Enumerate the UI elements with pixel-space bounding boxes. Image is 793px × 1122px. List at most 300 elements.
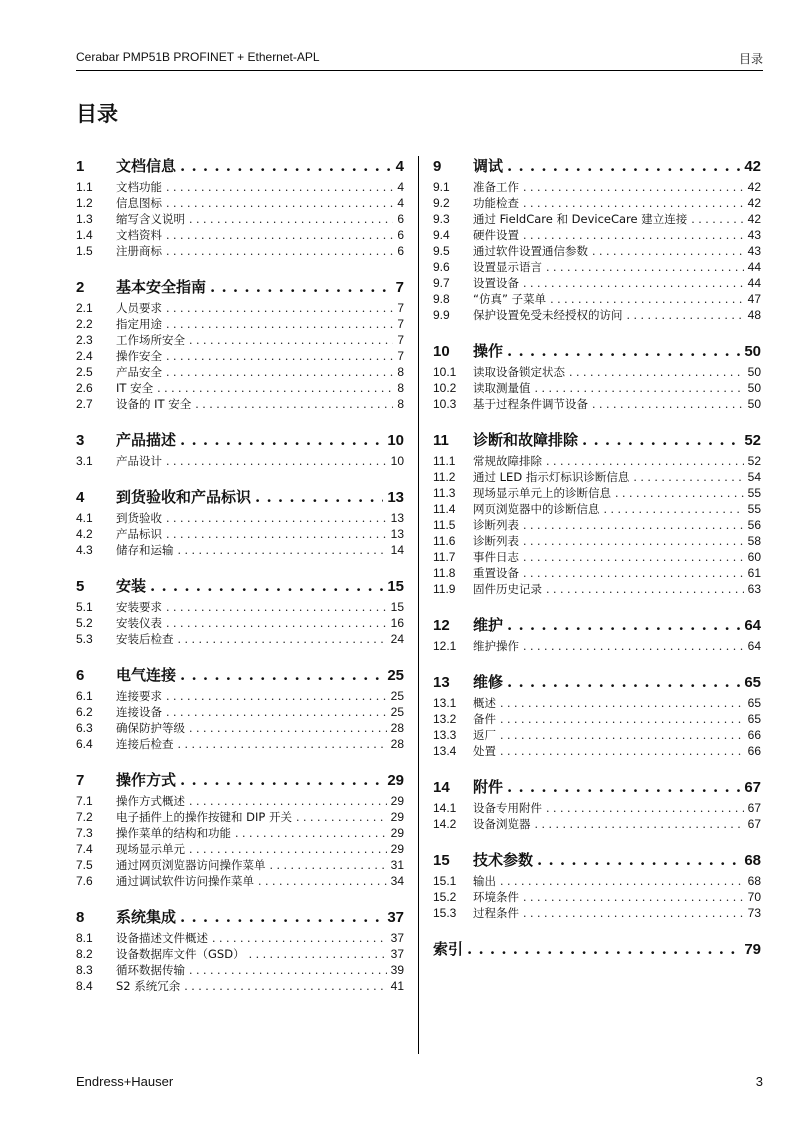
entry-title: 储存和运输 xyxy=(116,543,174,557)
entry-page: 37 xyxy=(390,947,404,961)
entry-page: 54 xyxy=(747,470,761,484)
entry-page: 44 xyxy=(747,276,761,290)
entry-page: 8 xyxy=(397,397,404,411)
toc-entry[interactable] xyxy=(76,195,404,211)
entry-number: 2.4 xyxy=(76,349,93,363)
dot-leader xyxy=(500,712,744,728)
toc-entry[interactable] xyxy=(433,364,761,380)
entry-page: 10 xyxy=(390,454,404,468)
dot-leader xyxy=(166,301,393,317)
page-title: 目录 xyxy=(76,102,118,126)
entry-page: 4 xyxy=(397,196,404,210)
toc-entry[interactable] xyxy=(76,396,404,412)
entry-title: 设备浏览器 xyxy=(473,817,531,831)
entry-page: 29 xyxy=(390,826,404,840)
chapter-title: 基本安全指南 xyxy=(116,278,207,296)
toc-entry[interactable] xyxy=(433,638,761,654)
chapter-title: 操作方式 xyxy=(116,771,177,789)
entry-page: 13 xyxy=(390,511,404,525)
entry-page: 41 xyxy=(390,979,404,993)
dot-leader xyxy=(467,939,740,959)
dot-leader xyxy=(166,511,387,527)
toc-entry[interactable] xyxy=(76,348,404,364)
entry-page: 50 xyxy=(747,365,761,379)
toc-entry[interactable] xyxy=(76,364,404,380)
entry-page: 28 xyxy=(390,737,404,751)
toc-chapter xyxy=(76,156,404,259)
toc-entry[interactable] xyxy=(76,704,404,720)
dot-leader xyxy=(178,737,387,753)
chapter-number: 7 xyxy=(76,772,85,789)
entry-page: 56 xyxy=(747,518,761,532)
dot-leader xyxy=(255,487,383,507)
toc-entry[interactable] xyxy=(433,485,761,501)
toc-entry[interactable] xyxy=(433,727,761,743)
entry-title: 硬件设置 xyxy=(473,228,519,242)
toc-entry[interactable] xyxy=(433,195,761,211)
chapter-page: 79 xyxy=(744,941,761,958)
entry-page: 6 xyxy=(397,228,404,242)
chapter-title: 安装 xyxy=(116,577,147,595)
toc-entry[interactable] xyxy=(433,711,761,727)
entry-number: 2.1 xyxy=(76,301,93,315)
toc-entry[interactable] xyxy=(433,800,761,816)
toc-chapter-heading[interactable] xyxy=(76,770,404,790)
toc-entry[interactable] xyxy=(433,453,761,469)
dot-leader xyxy=(180,907,383,927)
toc-entry[interactable] xyxy=(76,179,404,195)
chapter-number: 13 xyxy=(433,674,450,691)
toc-entry[interactable] xyxy=(433,275,761,291)
entry-number: 1.1 xyxy=(76,180,93,194)
chapter-page: 64 xyxy=(744,617,761,634)
entry-number: 4.1 xyxy=(76,511,93,525)
dot-leader xyxy=(615,486,744,502)
entry-number: 8.1 xyxy=(76,931,93,945)
chapter-page: 10 xyxy=(387,432,404,449)
dot-leader xyxy=(166,244,393,260)
entry-page: 34 xyxy=(390,874,404,888)
chapter-page: 25 xyxy=(387,667,404,684)
toc-chapter-heading[interactable] xyxy=(433,615,761,635)
toc-entry[interactable] xyxy=(76,631,404,647)
toc-entry[interactable] xyxy=(76,793,404,809)
entry-number: 11.6 xyxy=(433,534,456,548)
toc-chapter xyxy=(433,615,761,654)
dot-leader xyxy=(166,317,393,333)
brand-name: Endress+Hauser xyxy=(76,1074,174,1089)
entry-number: 15.3 xyxy=(433,906,457,920)
toc-entry[interactable] xyxy=(76,510,404,526)
dot-leader xyxy=(180,665,383,685)
chapter-number: 10 xyxy=(433,343,450,360)
entry-page: 64 xyxy=(747,639,761,653)
toc-entry[interactable] xyxy=(76,688,404,704)
entry-number: 6.4 xyxy=(76,737,93,751)
toc-entry[interactable] xyxy=(76,542,404,558)
dot-leader xyxy=(178,632,387,648)
entry-page: 16 xyxy=(390,616,404,630)
dot-leader xyxy=(189,721,387,737)
entry-title: 诊断列表 xyxy=(473,534,519,548)
entry-number: 7.4 xyxy=(76,842,93,856)
toc-entry[interactable] xyxy=(76,380,404,396)
entry-title: 处置 xyxy=(473,744,496,758)
entry-page: 73 xyxy=(747,906,761,920)
toc-entry[interactable] xyxy=(76,978,404,994)
entry-page: 8 xyxy=(397,365,404,379)
entry-title: 通过网页浏览器访问操作菜单 xyxy=(116,858,266,872)
toc-entry[interactable] xyxy=(433,501,761,517)
toc-chapter-heading[interactable] xyxy=(433,430,761,450)
entry-title: 产品安全 xyxy=(116,365,162,379)
dot-leader xyxy=(189,333,393,349)
chapter-page: 65 xyxy=(744,674,761,691)
entry-page: 37 xyxy=(390,931,404,945)
dot-leader xyxy=(157,381,393,397)
toc-chapter-heading[interactable] xyxy=(76,576,404,596)
entry-number: 13.4 xyxy=(433,744,457,758)
dot-leader xyxy=(189,794,387,810)
toc-entry[interactable] xyxy=(76,615,404,631)
dot-leader xyxy=(249,947,387,963)
entry-page: 60 xyxy=(747,550,761,564)
chapter-page: 68 xyxy=(744,852,761,869)
toc-entry[interactable] xyxy=(433,565,761,581)
toc-entry[interactable] xyxy=(433,873,761,889)
entry-page: 52 xyxy=(747,454,761,468)
dot-leader xyxy=(592,397,744,413)
toc-entry[interactable] xyxy=(433,291,761,307)
entry-title: 安装后检查 xyxy=(116,632,174,646)
toc-entry[interactable] xyxy=(76,526,404,542)
dot-leader xyxy=(184,979,386,995)
toc-chapter-heading[interactable] xyxy=(433,341,761,361)
toc-entry[interactable] xyxy=(76,841,404,857)
toc-entry[interactable] xyxy=(76,809,404,825)
toc-entry[interactable] xyxy=(433,396,761,412)
toc-chapter xyxy=(433,341,761,412)
dot-leader xyxy=(507,156,740,176)
toc-entry[interactable] xyxy=(76,227,404,243)
dot-leader xyxy=(569,365,744,381)
chapter-page: 67 xyxy=(744,779,761,796)
toc-chapter xyxy=(433,430,761,597)
entry-number: 7.3 xyxy=(76,826,93,840)
section-label: 目录 xyxy=(738,52,763,66)
entry-number: 4.3 xyxy=(76,543,93,557)
toc-entry[interactable] xyxy=(433,549,761,565)
toc-entry[interactable] xyxy=(76,332,404,348)
toc-entry[interactable] xyxy=(433,179,761,195)
dot-leader xyxy=(507,777,740,797)
dot-leader xyxy=(633,470,743,486)
entry-title: 重置设备 xyxy=(473,566,519,580)
entry-number: 14.1 xyxy=(433,801,457,815)
dot-leader xyxy=(582,430,740,450)
dot-leader xyxy=(546,454,744,470)
toc-chapter-heading[interactable] xyxy=(76,277,404,297)
entry-title: 确保防护等级 xyxy=(116,721,185,735)
toc-entry[interactable] xyxy=(433,533,761,549)
dot-leader xyxy=(180,430,383,450)
toc-chapter-heading[interactable] xyxy=(433,939,761,959)
toc-chapter-heading[interactable] xyxy=(76,665,404,685)
toc-entry[interactable] xyxy=(76,857,404,873)
entry-number: 9.2 xyxy=(433,196,450,210)
dot-leader xyxy=(166,527,387,543)
chapter-number: 12 xyxy=(433,617,450,634)
chapter-title: 操作 xyxy=(473,342,504,360)
dot-leader xyxy=(546,801,744,817)
dot-leader xyxy=(523,906,744,922)
toc-entry[interactable] xyxy=(76,930,404,946)
entry-number: 15.2 xyxy=(433,890,457,904)
entry-number: 9.9 xyxy=(433,308,450,322)
chapter-number: 14 xyxy=(433,779,450,796)
entry-title: S2 系统冗余 xyxy=(116,979,181,993)
dot-leader xyxy=(180,156,392,176)
chapter-number: 2 xyxy=(76,279,85,296)
entry-page: 25 xyxy=(390,689,404,703)
entry-page: 7 xyxy=(397,333,404,347)
dot-leader xyxy=(507,672,740,692)
entry-number: 15.1 xyxy=(433,874,457,888)
entry-page: 67 xyxy=(747,801,761,815)
entry-title: 安装要求 xyxy=(116,600,162,614)
entry-page: 4 xyxy=(397,180,404,194)
entry-number: 10.3 xyxy=(433,397,457,411)
toc-entry[interactable] xyxy=(433,259,761,275)
toc-chapter xyxy=(76,665,404,752)
entry-page: 44 xyxy=(747,260,761,274)
entry-title: IT 安全 xyxy=(116,381,154,395)
chapter-number: 6 xyxy=(76,667,85,684)
dot-leader xyxy=(195,397,393,413)
entry-title: 文档资料 xyxy=(116,228,162,242)
dot-leader xyxy=(166,365,393,381)
chapter-page: 42 xyxy=(744,158,761,175)
entry-title: 电子插件上的操作按键和 DIP 开关 xyxy=(116,810,292,824)
entry-page: 29 xyxy=(390,810,404,824)
toc-entry[interactable] xyxy=(76,300,404,316)
chapter-page: 29 xyxy=(387,772,404,789)
dot-leader xyxy=(210,277,392,297)
toc-entry[interactable] xyxy=(76,211,404,227)
entry-page: 29 xyxy=(390,842,404,856)
entry-page: 31 xyxy=(390,858,404,872)
chapter-title: 维护 xyxy=(473,616,504,634)
entry-page: 28 xyxy=(390,721,404,735)
toc-entry[interactable] xyxy=(433,469,761,485)
toc-entry[interactable] xyxy=(433,889,761,905)
toc-chapter xyxy=(433,672,761,759)
entry-title: “仿真” 子菜单 xyxy=(473,292,547,306)
toc-entry[interactable] xyxy=(433,307,761,323)
entry-page: 7 xyxy=(397,301,404,315)
entry-number: 5.2 xyxy=(76,616,93,630)
entry-title: 通过软件设置通信参数 xyxy=(473,244,588,258)
dot-leader xyxy=(166,228,393,244)
chapter-number: 1 xyxy=(76,158,85,175)
entry-title: 返厂 xyxy=(473,728,496,742)
entry-title: 读取测量值 xyxy=(473,381,531,395)
entry-number: 2.5 xyxy=(76,365,93,379)
chapter-page: 4 xyxy=(395,158,404,175)
toc-chapter-heading[interactable] xyxy=(433,156,761,176)
toc-chapter-heading[interactable] xyxy=(76,487,404,507)
chapter-title: 附件 xyxy=(473,778,504,796)
entry-title: 文档功能 xyxy=(116,180,162,194)
toc-entry[interactable] xyxy=(76,243,404,259)
dot-leader xyxy=(523,639,744,655)
toc-chapter xyxy=(76,576,404,647)
entry-title: 设置显示语言 xyxy=(473,260,542,274)
chapter-title: 索引 xyxy=(433,940,464,958)
entry-page: 29 xyxy=(390,794,404,808)
toc-entry[interactable] xyxy=(433,211,761,227)
document-title: Cerabar PMP51B PROFINET + Ethernet-APL xyxy=(76,50,320,64)
toc-entry[interactable] xyxy=(433,517,761,533)
entry-page: 43 xyxy=(747,244,761,258)
entry-title: 概述 xyxy=(473,696,496,710)
chapter-number: 8 xyxy=(76,909,85,926)
entry-page: 43 xyxy=(747,228,761,242)
entry-number: 1.4 xyxy=(76,228,93,242)
entry-title: 现场显示单元上的诊断信息 xyxy=(473,486,611,500)
entry-title: 操作方式概述 xyxy=(116,794,185,808)
dot-leader xyxy=(523,518,744,534)
entry-number: 11.9 xyxy=(433,582,456,596)
toc-entry[interactable] xyxy=(433,816,761,832)
entry-title: 通过调试软件访问操作菜单 xyxy=(116,874,254,888)
entry-number: 1.3 xyxy=(76,212,93,226)
toc-entry[interactable] xyxy=(76,453,404,469)
entry-title: 产品标识 xyxy=(116,527,162,541)
toc-chapter xyxy=(433,777,761,832)
toc-entry[interactable] xyxy=(76,873,404,889)
column-divider xyxy=(418,156,419,1054)
entry-number: 2.6 xyxy=(76,381,93,395)
entry-page: 6 xyxy=(397,212,404,226)
entry-number: 13.1 xyxy=(433,696,457,710)
toc-chapter-heading[interactable] xyxy=(433,850,761,870)
entry-page: 58 xyxy=(747,534,761,548)
entry-page: 55 xyxy=(747,486,761,500)
toc-right-column xyxy=(433,156,761,977)
dot-leader xyxy=(178,543,387,559)
entry-page: 42 xyxy=(747,180,761,194)
entry-title: 连接设备 xyxy=(116,705,162,719)
entry-page: 39 xyxy=(390,963,404,977)
chapter-page: 15 xyxy=(387,578,404,595)
toc-entry[interactable] xyxy=(76,946,404,962)
entry-title: 基于过程条件调节设备 xyxy=(473,397,588,411)
dot-leader xyxy=(523,196,744,212)
toc-entry[interactable] xyxy=(433,227,761,243)
entry-title: 连接后检查 xyxy=(116,737,174,751)
entry-title: 到货验收 xyxy=(116,511,162,525)
entry-title: 缩写含义说明 xyxy=(116,212,185,226)
chapter-number: 15 xyxy=(433,852,450,869)
toc-chapter-heading[interactable] xyxy=(433,672,761,692)
entry-page: 70 xyxy=(747,890,761,904)
toc-entry[interactable] xyxy=(433,380,761,396)
toc-entry[interactable] xyxy=(76,962,404,978)
toc-entry[interactable] xyxy=(76,825,404,841)
entry-number: 1.2 xyxy=(76,196,93,210)
toc-entry[interactable] xyxy=(76,316,404,332)
entry-number: 8.4 xyxy=(76,979,93,993)
toc-entry[interactable] xyxy=(433,905,761,921)
dot-leader xyxy=(296,810,387,826)
entry-page: 66 xyxy=(747,744,761,758)
dot-leader xyxy=(537,850,740,870)
toc-entry[interactable] xyxy=(433,695,761,711)
toc-entry[interactable] xyxy=(76,720,404,736)
entry-title: 诊断列表 xyxy=(473,518,519,532)
toc-entry[interactable] xyxy=(76,736,404,752)
entry-page: 65 xyxy=(747,696,761,710)
chapter-title: 电气连接 xyxy=(116,666,177,684)
entry-page: 68 xyxy=(747,874,761,888)
dot-leader xyxy=(523,550,744,566)
entry-title: 过程条件 xyxy=(473,906,519,920)
entry-number: 6.3 xyxy=(76,721,93,735)
dot-leader xyxy=(166,705,387,721)
chapter-page: 50 xyxy=(744,343,761,360)
entry-page: 61 xyxy=(747,566,761,580)
entry-number: 11.4 xyxy=(433,502,456,516)
dot-leader xyxy=(189,212,393,228)
entry-number: 12.1 xyxy=(433,639,457,653)
toc-entry[interactable] xyxy=(433,581,761,597)
dot-leader xyxy=(535,817,744,833)
toc-chapter xyxy=(433,939,761,959)
dot-leader xyxy=(166,180,393,196)
toc-entry[interactable] xyxy=(433,243,761,259)
chapter-number: 3 xyxy=(76,432,85,449)
entry-page: 47 xyxy=(747,292,761,306)
entry-page: 48 xyxy=(747,308,761,322)
dot-leader xyxy=(604,502,744,518)
entry-title: 保护设置免受未经授权的访问 xyxy=(473,308,623,322)
toc-chapter-heading[interactable] xyxy=(76,907,404,927)
dot-leader xyxy=(507,615,740,635)
entry-number: 9.8 xyxy=(433,292,450,306)
toc-chapter-heading[interactable] xyxy=(76,430,404,450)
entry-title: 固件历史记录 xyxy=(473,582,542,596)
entry-page: 14 xyxy=(390,543,404,557)
entry-title: 功能检查 xyxy=(473,196,519,210)
entry-number: 2.2 xyxy=(76,317,93,331)
entry-number: 2.3 xyxy=(76,333,93,347)
entry-page: 6 xyxy=(397,244,404,258)
dot-leader xyxy=(523,566,744,582)
toc-entry[interactable] xyxy=(76,599,404,615)
entry-title: 现场显示单元 xyxy=(116,842,185,856)
entry-title: 信息图标 xyxy=(116,196,162,210)
dot-leader xyxy=(150,576,383,596)
toc-entry[interactable] xyxy=(433,743,761,759)
entry-page: 67 xyxy=(747,817,761,831)
entry-title: 连接要求 xyxy=(116,689,162,703)
dot-leader xyxy=(546,582,744,598)
dot-leader xyxy=(180,770,383,790)
toc-chapter-heading[interactable] xyxy=(433,777,761,797)
toc-chapter-heading[interactable] xyxy=(76,156,404,176)
dot-leader xyxy=(258,874,387,890)
